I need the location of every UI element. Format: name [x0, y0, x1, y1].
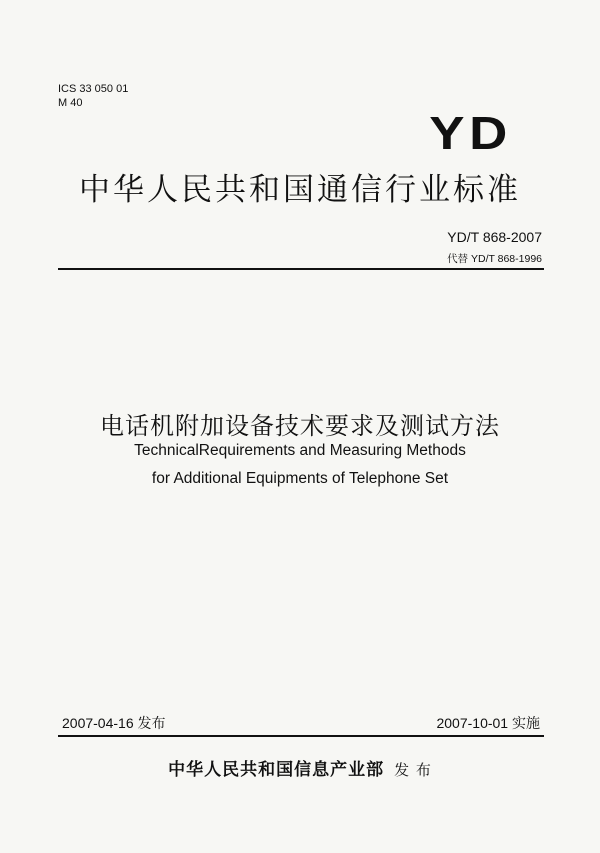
- replaces-code: 代替 YD/T 868-1996: [447, 253, 542, 265]
- document-title-cn: 电话机附加设备技术要求及测试方法: [100, 412, 500, 440]
- classification-block: [58, 82, 128, 110]
- category-code: M 40: [58, 97, 83, 109]
- issuer-line: [0, 755, 600, 780]
- top-divider: [58, 268, 544, 270]
- standard-title: 中华人民共和国通信行业标准: [79, 172, 521, 208]
- implementation-date: 2007-10-01 实施: [436, 715, 540, 731]
- standard-code: YD/T 868-2007: [447, 229, 542, 245]
- issuer-suffix: 发 布: [394, 761, 432, 779]
- issue-date: 2007-04-16 发布: [62, 715, 166, 731]
- issuer-name: 中华人民共和国信息产业部: [168, 760, 385, 780]
- yd-logo: YD: [429, 107, 512, 159]
- document-title-en-line1: TechnicalRequirements and Measuring Methods: [134, 442, 466, 459]
- ics-number: ICS 33 050 01: [58, 83, 129, 95]
- document-title-en-line2: for Additional Equipments of Telephone Set: [151, 470, 449, 487]
- bottom-divider: [58, 735, 544, 737]
